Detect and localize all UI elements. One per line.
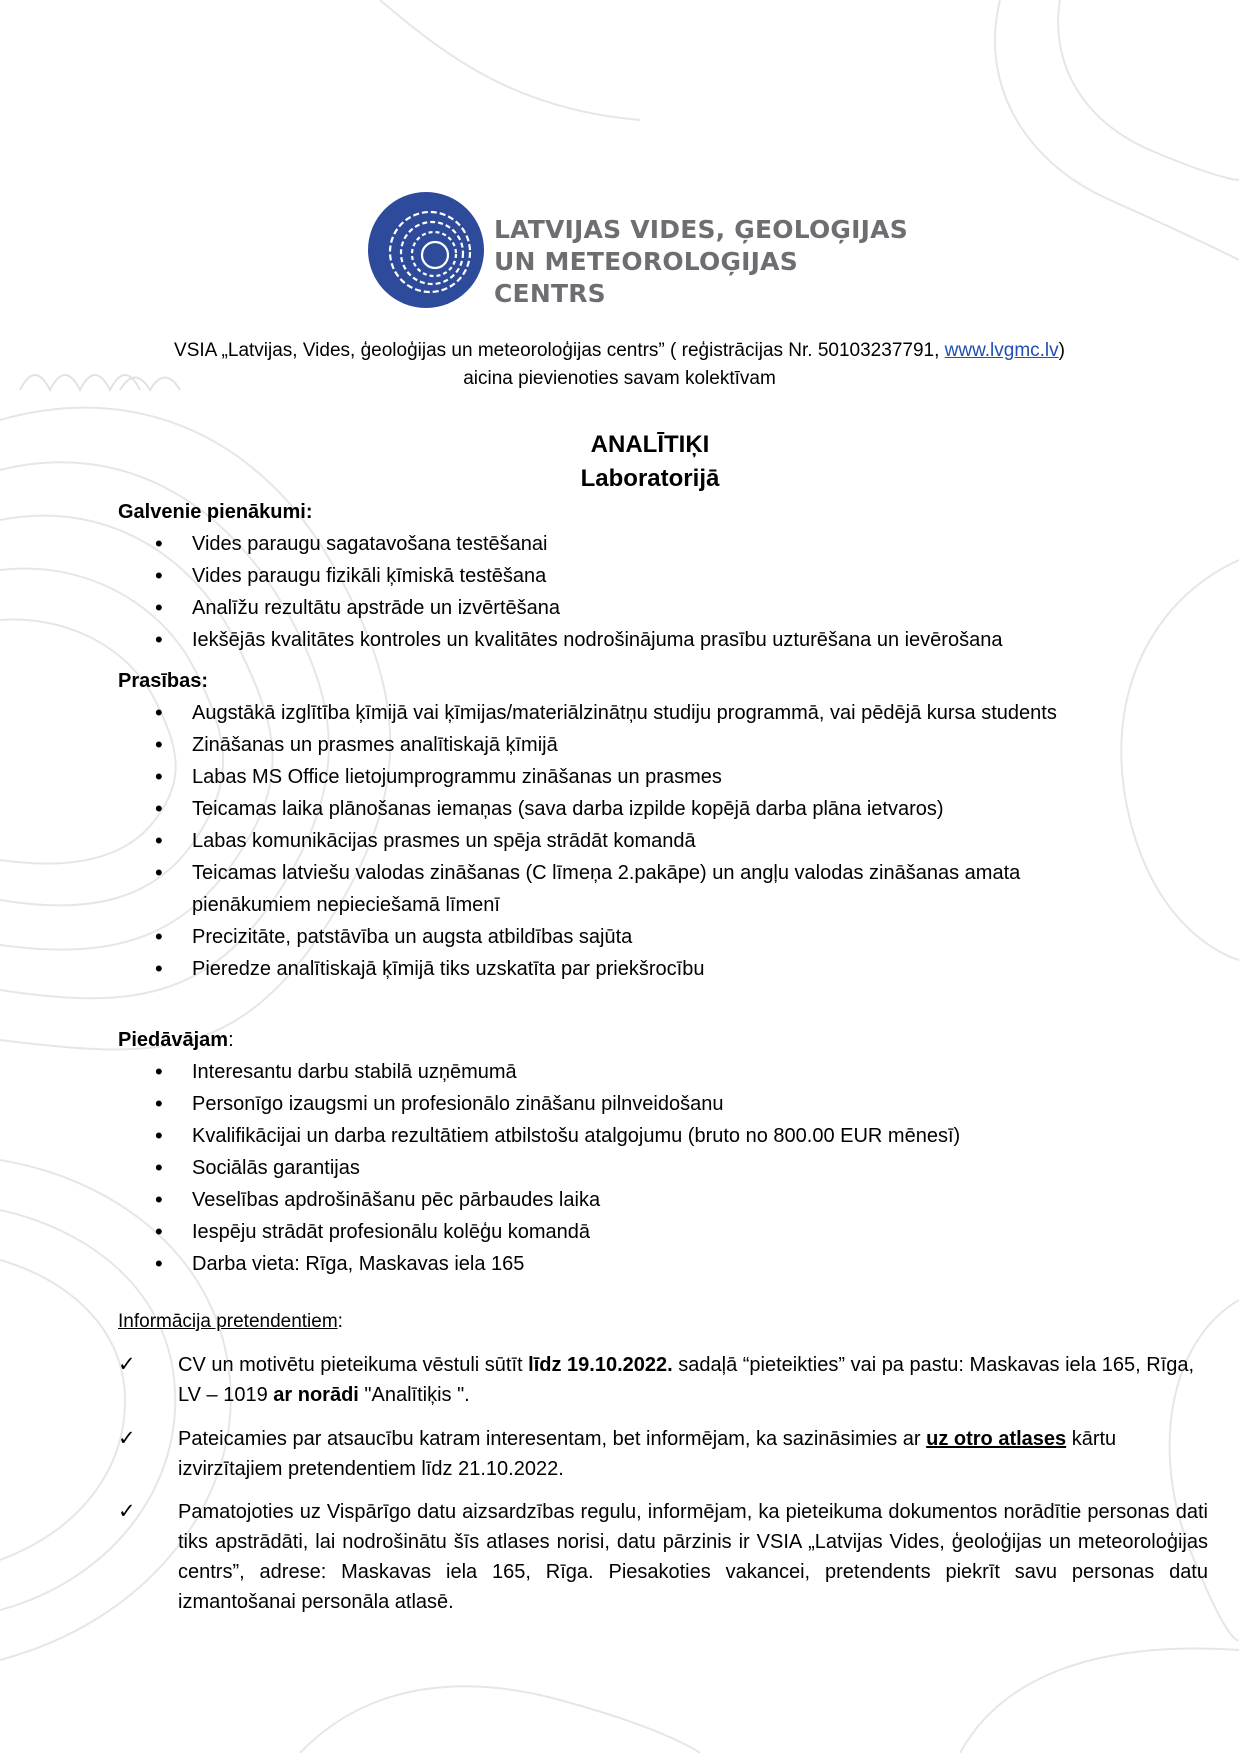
list-item: • Augstākā izglītība ķīmijā vai ķīmijas/materiālzinātņu studiju programmā, vai pēdējā kursa students — [0, 697, 1122, 729]
intro-line-1: VSIA „Latvijas, Vides, ģeoloģijas un meteoroloģijas centrs” ( reģistrācijas Nr. 50103237791, www.lvgmc.lv) — [174, 340, 1065, 361]
list-item: • Iekšējās kvalitātes kontroles un kvalitātes nodrošinājuma prasību uzturēšana un ievērošana — [0, 624, 1122, 656]
requirements-heading: Prasības: — [118, 670, 209, 692]
checkmark-icon: ✓ — [118, 1353, 136, 1376]
logo-line-2: UN METEOROLOĢIJAS CENTRS — [494, 247, 798, 308]
list-item: • Labas komunikācijas prasmes un spēja strādāt komandā — [0, 825, 1122, 857]
list-item: • Vides paraugu fizikāli ķīmiskā testēšana — [0, 560, 1122, 592]
duties-heading: Galvenie pienākumi: — [118, 501, 313, 523]
offer-heading: Piedāvājam: — [118, 1029, 234, 1051]
list-item: • Analīžu rezultātu apstrāde un izvērtēšana — [0, 592, 1122, 624]
checkmark-icon: ✓ — [118, 1500, 136, 1523]
requirements-list — [0, 697, 1122, 985]
checkmark-icon: ✓ — [118, 1427, 136, 1450]
applicants-heading: Informācija pretendentiem: — [118, 1311, 343, 1332]
list-item: • Vides paraugu sagatavošana testēšanai — [0, 528, 1122, 560]
list-item: • Zināšanas un prasmes analītiskajā ķīmijā — [0, 729, 1122, 761]
list-item: • Interesantu darbu stabilā uzņēmumā — [0, 1056, 1122, 1088]
list-item: • Pieredze analītiskajā ķīmijā tiks uzskatīta par priekšrocību — [0, 953, 1122, 985]
list-item: • Veselības apdrošināšanu pēc pārbaudes laika — [0, 1184, 1122, 1216]
intro-line-2: aicina pievienoties savam kolektīvam — [463, 368, 776, 389]
offer-list — [0, 1056, 1122, 1280]
position-title: ANALĪTIĶI — [590, 431, 710, 458]
position-subtitle: Laboratorijā — [580, 465, 720, 492]
applicants-paragraph-3: ✓ Pamatojoties uz Vispārīgo datu aizsardzības regulu, informējam, ka pieteikuma dokumentos norādītie personas dati tiks apstrādāti, lai nodrošinātu šīs atlases norisi, datu pārzinis ir VSIA „Latvijas Vides, ģeoloģijas un meteoroloģijas centrs”, adrese: Maskavas iela 165, Rīga. Piesakoties vakancei, pretendents piekrīt savu personas datu izmantošanai personāla atlasē. — [118, 1497, 1208, 1617]
applicants-paragraph-2: ✓ Pateicamies par atsaucību katram interesentam, bet informējam, ka sazināsimies ar uz otro atlases kārtu izvirzītajiem pretendentiem līdz 21.10.2022. — [118, 1424, 1208, 1484]
list-item: • Labas MS Office lietojumprogrammu zināšanas un prasmes — [0, 761, 1122, 793]
position-title-block — [0, 428, 1239, 496]
list-item: • Teicamas laika plānošanas iemaņas (sava darba izpilde kopējā darba plāna ietvaros) — [0, 793, 1122, 825]
list-item: • Darba vieta: Rīga, Maskavas iela 165 — [0, 1248, 1122, 1280]
organization-logo — [364, 188, 908, 312]
list-item: • Precizitāte, patstāvība un augsta atbildības sajūta — [0, 921, 1122, 953]
applicants-paragraph-1: ✓ CV un motivētu pieteikuma vēstuli sūtīt līdz 19.10.2022. sadaļā “pieteikties” vai pa pastu: Maskavas iela 165, Rīga, LV – 1019 ar norādi "Analītiķis ". — [118, 1350, 1208, 1410]
list-item: • Teicamas latviešu valodas zināšanas (C līmeņa 2.pakāpe) un angļu valodas zināšanas amata pienākumiem nepieciešamā līmenī — [0, 857, 1122, 921]
list-item: • Kvalifikācijai un darba rezultātiem atbilstošu atalgojumu (bruto no 800.00 EUR mēnesī) — [0, 1120, 1122, 1152]
website-link[interactable]: www.lvgmc.lv — [944, 340, 1059, 361]
duties-list — [0, 528, 1122, 656]
globe-emblem-icon — [364, 188, 488, 312]
list-item: • Personīgo izaugsmi un profesionālo zināšanu pilnveidošanu — [0, 1088, 1122, 1120]
list-item: • Sociālās garantijas — [0, 1152, 1122, 1184]
logo-wordmark — [494, 214, 914, 310]
list-item: • Iespēju strādāt profesionālu kolēģu komandā — [0, 1216, 1122, 1248]
logo-line-1: LATVIJAS VIDES, ĢEOLOĢIJAS — [494, 215, 908, 244]
intro-text — [0, 337, 1239, 393]
